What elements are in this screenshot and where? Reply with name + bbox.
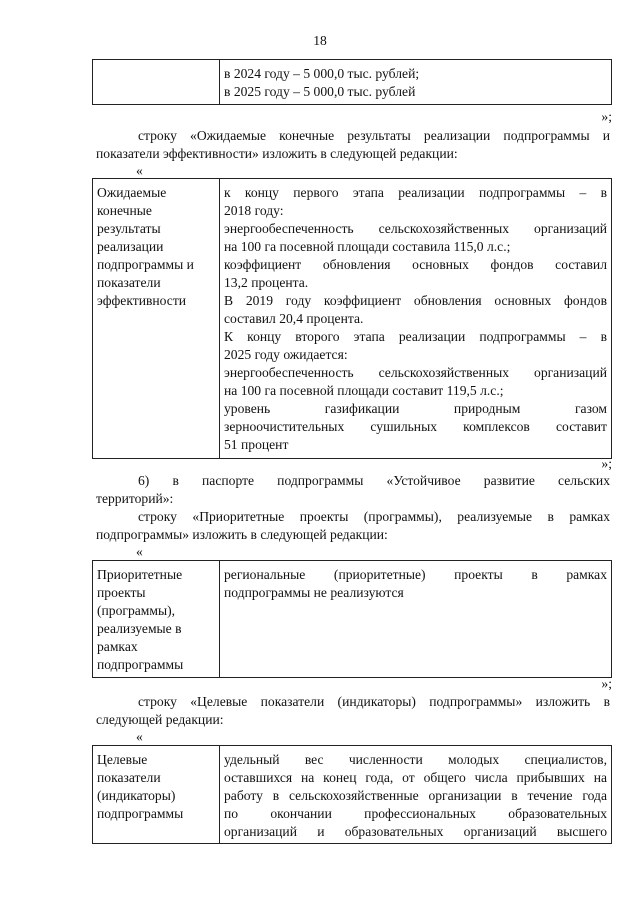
label-line: показатели [97,275,161,290]
closing-quote: »; [601,456,612,471]
cell-line: по окончании профессиональных образовательных [224,806,607,821]
cell-line: 2025 году ожидается: [224,347,348,362]
funding-cell [220,60,612,105]
cell-line: к концу первого этапа реализации подпрограммы – в [224,185,607,200]
projects-cell [220,561,612,678]
cell-line: 2018 году: [224,203,284,218]
label-line: подпрограммы и [97,257,194,272]
cell-line: энергообеспеченность сельскохозяйственных организаций [224,221,607,236]
cell-line: К концу второго этапа реализации подпрограммы – в [224,329,607,344]
cell-line: энергообеспеченность сельскохозяйственных организаций [224,365,607,380]
cell-line: подпрограммы не реализуются [224,585,404,600]
opening-quote: « [136,729,143,744]
funding-line: в 2025 году – 5 000,0 тыс. рублей [224,84,416,99]
indicators-table [92,745,612,844]
label-line: показатели [97,770,161,785]
paragraph-line: строку «Приоритетные проекты (программы), реализуемые в рамках [138,509,610,524]
cell-line: работу в сельскохозяйственные организации в течение года [224,788,607,803]
empty-cell [93,60,220,105]
cell-line: оставшихся на конец года, от общего числа прибывших на [224,770,607,785]
label-line: (индикаторы) [97,788,176,803]
paragraph-line: следующей редакции: [96,712,224,727]
label-line: Целевые [97,752,148,767]
paragraph-line: 6) в паспорте подпрограммы «Устойчивое развитие сельских [138,473,610,488]
label-line: подпрограммы [97,657,184,672]
paragraph-line: строку «Целевые показатели (индикаторы) подпрограммы» изложить в [138,694,610,709]
label-line: Приоритетные [97,567,183,582]
cell-line: на 100 га посевной площади составила 115,0 л.с.; [224,239,511,254]
funding-line: в 2024 году – 5 000,0 тыс. рублей; [224,66,420,81]
page-number: 18 [313,33,327,48]
row-label-cell [93,561,220,678]
cell-line: 13,2 процента. [224,275,309,290]
cell-line: зерноочистительных сушильных комплексов составит [224,419,607,434]
results-table [92,178,612,459]
cell-line: В 2019 году коэффициент обновления основных фондов [224,293,607,308]
label-line: реализации [97,239,164,254]
opening-quote: « [136,163,143,178]
paragraph [96,127,610,163]
cell-line: коэффициент обновления основных фондов составил [224,257,607,272]
paragraph [96,508,610,544]
cell-line: организаций и образовательных организаций высшего [224,824,607,839]
cell-line: региональные (приоритетные) проекты в рамках [224,567,607,582]
paragraph [96,472,610,508]
closing-quote: »; [601,676,612,691]
projects-table [92,560,612,678]
cell-line: 51 процент [224,437,289,452]
label-line: реализуемые в [97,621,182,636]
paragraph [96,693,610,729]
funding-table [92,59,612,105]
cell-line: на 100 га посевной площади составит 119,5 л.с.; [224,383,504,398]
label-line: конечные [97,203,152,218]
cell-line: составил 20,4 процента. [224,311,364,326]
closing-quote: »; [601,109,612,124]
row-label-cell [93,179,220,459]
paragraph-line: территорий»: [96,491,174,506]
opening-quote: « [136,544,143,559]
cell-line: удельный вес численности молодых специалистов, [224,752,607,767]
label-line: подпрограммы [97,806,184,821]
label-line: проекты [97,585,146,600]
paragraph-line: подпрограммы» изложить в следующей редакции: [96,527,388,542]
label-line: результаты [97,221,161,236]
label-line: эффективности [97,293,187,308]
paragraph-line: строку «Ожидаемые конечные результаты реализации подпрограммы и [138,128,610,143]
indicators-cell [220,746,612,844]
label-line: Ожидаемые [97,185,167,200]
label-line: рамках [97,639,138,654]
row-label-cell [93,746,220,844]
results-cell [220,179,612,459]
label-line: (программы), [97,603,176,618]
cell-line: уровень газификации природным газом [224,401,607,416]
paragraph-line: показатели эффективности» изложить в следующей редакции: [96,146,458,161]
